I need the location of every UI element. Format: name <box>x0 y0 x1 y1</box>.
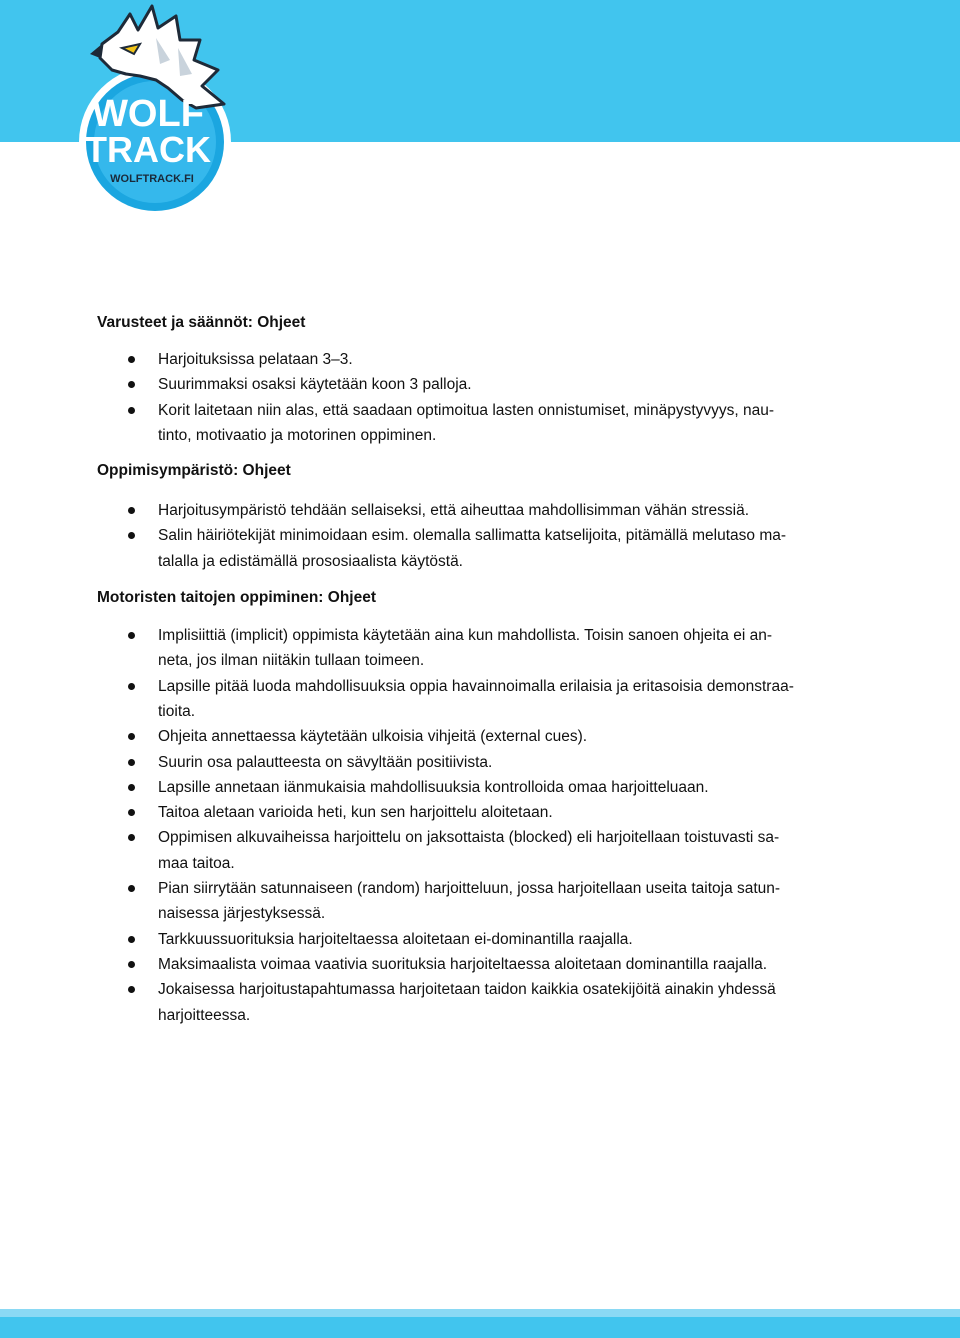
bullet-line: Lapsille pitää luoda mahdollisuuksia oppia havainnoimalla erilaisia ja eritasoisia demonstraa- <box>158 677 794 695</box>
bullet-item <box>97 674 867 725</box>
bullet-item: Suurin osa palautteesta on sävyltään positiivista. <box>97 750 867 775</box>
bullet-line: Pian siirrytään satunnaiseen (random) harjoitteluun, jossa harjoitellaan useita taitoja satun- <box>158 880 781 898</box>
bullet-item <box>97 876 867 927</box>
bullet-line: Korit laitetaan niin alas, että saadaan optimoitua lasten onnistumiset, minäpystyvyys, nau- <box>158 401 775 419</box>
footer-band <box>0 1309 960 1338</box>
bullet-item <box>97 977 867 1028</box>
bullet-line: Jokaisessa harjoitustapahtumassa harjoitetaan taidon kaikkia osatekijöitä ainakin yhdessä <box>158 981 776 999</box>
bullet-line: neta, jos ilman niitäkin tullaan toimeen. <box>158 652 425 670</box>
bullet-item: Suurimmaksi osaksi käytetään koon 3 palloja. <box>97 372 867 397</box>
bullet-line: tioita. <box>158 702 196 720</box>
bullet-list <box>97 347 867 448</box>
logo-wordmark-line2: TRACK <box>85 129 211 170</box>
bullet-item: Taitoa aletaan varioida heti, kun sen harjoittelu aloitetaan. <box>97 800 867 825</box>
section-heading: Motoristen taitojen oppiminen: Ohjeet <box>97 589 376 607</box>
bullet-line: naisessa järjestyksessä. <box>158 905 326 923</box>
bullet-line: harjoitteessa. <box>158 1006 251 1024</box>
bullet-line: Oppimisen alkuvaiheissa harjoittelu on jaksottaista (blocked) eli harjoitellaan toistuvasti sa- <box>158 829 780 847</box>
bullet-item: Harjoitusympäristö tehdään sellaiseksi, että aiheuttaa mahdollisimman vähän stressiä. <box>97 498 867 523</box>
logo-url: WOLFTRACK.FI <box>110 173 194 185</box>
bullet-line: Salin häiriötekijät minimoidaan esim. olemalla sallimatta katselijoita, pitämällä melutaso ma- <box>158 527 787 545</box>
bullet-item <box>97 623 867 674</box>
bullet-item: Lapsille annetaan iänmukaisia mahdollisuuksia kontrolloida omaa harjoitteluaan. <box>97 775 867 800</box>
bullet-list <box>97 623 867 1028</box>
bullet-item: Ohjeita annettaessa käytetään ulkoisia vihjeitä (external cues). <box>97 724 867 749</box>
bullet-item: Maksimaalista voimaa vaativia suorituksia harjoiteltaessa aloitetaan dominantilla raajalla. <box>97 952 867 977</box>
document-body <box>97 310 867 1028</box>
bullet-item <box>97 398 867 449</box>
wolftrack-logo <box>60 4 250 220</box>
bullet-line: talalla ja edistämällä prososiaalista käytöstä. <box>158 552 463 570</box>
logo-wordmark-line1: WOLF <box>92 93 204 135</box>
bullet-item <box>97 825 867 876</box>
bullet-list <box>97 498 867 574</box>
bullet-item: Harjoituksissa pelataan 3–3. <box>97 347 867 372</box>
section-heading: Varusteet ja säännöt: Ohjeet <box>97 314 306 331</box>
bullet-item: Tarkkuussuorituksia harjoiteltaessa aloitetaan ei-dominantilla raajalla. <box>97 927 867 952</box>
bullet-item <box>97 523 867 574</box>
bullet-line: Implisiittiä (implicit) oppimista käytetään aina kun mahdollista. Toisin sanoen ohjeita ei an- <box>158 627 772 645</box>
bullet-line: tinto, motivaatio ja motorinen oppiminen. <box>158 426 437 444</box>
section-heading: Oppimisympäristö: Ohjeet <box>97 462 291 480</box>
bullet-line: maa taitoa. <box>158 854 235 872</box>
